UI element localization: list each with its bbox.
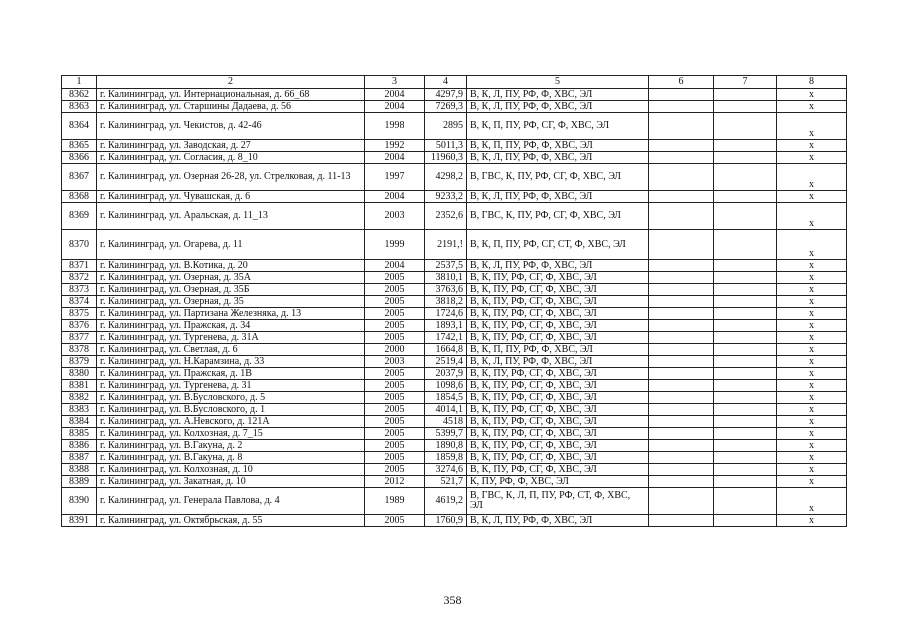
col7-cell xyxy=(714,152,777,164)
address-cell: г. Калининград, ул. Огарева, д. 11 xyxy=(97,230,365,260)
col7-cell xyxy=(714,440,777,452)
table-row xyxy=(62,416,847,428)
row-number: 8386 xyxy=(62,440,97,452)
col6-cell xyxy=(649,368,714,380)
area-cell: 1893,1 xyxy=(425,320,467,332)
header-cell: 5 xyxy=(467,76,649,89)
address-cell: г. Калининград, ул. В.Гакуна, д. 8 xyxy=(97,452,365,464)
year-cell: 2005 xyxy=(365,515,425,527)
services-cell: В, К, ПУ, РФ, СГ, Ф, ХВС, ЭЛ xyxy=(467,368,649,380)
address-cell: г. Калининград, ул. Чувашская, д. 6 xyxy=(97,191,365,203)
year-cell: 2005 xyxy=(365,284,425,296)
row-number: 8384 xyxy=(62,416,97,428)
col6-cell xyxy=(649,272,714,284)
area-cell: 2537,5 xyxy=(425,260,467,272)
mark-cell: x xyxy=(777,356,847,368)
address-cell: г. Калининград, ул. Согласия, д. 8_10 xyxy=(97,152,365,164)
address-cell: г. Калининград, ул. Озерная 26-28, ул. Стрелковая, д. 11-13 xyxy=(97,164,365,191)
area-cell: 4619,2 xyxy=(425,488,467,515)
address-cell: г. Калининград, ул. А.Невского, д. 121А xyxy=(97,416,365,428)
area-cell: 521,7 xyxy=(425,476,467,488)
mark-cell: x xyxy=(777,440,847,452)
address-cell: г. Калининград, ул. Октябрьская, д. 55 xyxy=(97,515,365,527)
col6-cell xyxy=(649,416,714,428)
year-cell: 1998 xyxy=(365,113,425,140)
address-cell: г. Калининград, ул. Интернациональная, д. 66_68 xyxy=(97,89,365,101)
col6-cell xyxy=(649,101,714,113)
table-row xyxy=(62,260,847,272)
row-number: 8389 xyxy=(62,476,97,488)
address-cell: г. Калининград, ул. Тургенева, д. 31А xyxy=(97,332,365,344)
year-cell: 2005 xyxy=(365,464,425,476)
year-cell: 2005 xyxy=(365,308,425,320)
header-cell: 8 xyxy=(777,76,847,89)
mark-cell: x xyxy=(777,476,847,488)
table-row xyxy=(62,140,847,152)
services-cell: К, ПУ, РФ, Ф, ХВС, ЭЛ xyxy=(467,476,649,488)
col7-cell xyxy=(714,332,777,344)
table-row xyxy=(62,296,847,308)
table-row xyxy=(62,284,847,296)
services-cell: В, К, Л, ПУ, РФ, Ф, ХВС, ЭЛ xyxy=(467,515,649,527)
row-number: 8390 xyxy=(62,488,97,515)
col7-cell xyxy=(714,356,777,368)
table-row xyxy=(62,440,847,452)
area-cell: 2519,4 xyxy=(425,356,467,368)
area-cell: 1098,6 xyxy=(425,380,467,392)
area-cell: 4518 xyxy=(425,416,467,428)
area-cell: 1760,9 xyxy=(425,515,467,527)
table-row xyxy=(62,392,847,404)
area-cell: 5399,7 xyxy=(425,428,467,440)
col7-cell xyxy=(714,428,777,440)
year-cell: 2005 xyxy=(365,368,425,380)
mark-cell: x xyxy=(777,284,847,296)
mark-cell: x xyxy=(777,89,847,101)
mark-cell: x xyxy=(777,101,847,113)
services-cell: В, К, ПУ, РФ, СГ, Ф, ХВС, ЭЛ xyxy=(467,416,649,428)
address-cell: г. Калининград, ул. В.Бусловского, д. 1 xyxy=(97,404,365,416)
col7-cell xyxy=(714,203,777,230)
row-number: 8369 xyxy=(62,203,97,230)
mark-cell: x xyxy=(777,332,847,344)
col7-cell xyxy=(714,344,777,356)
table-row xyxy=(62,101,847,113)
col7-cell xyxy=(714,89,777,101)
address-cell: г. Калининград, ул. В.Котика, д. 20 xyxy=(97,260,365,272)
row-number: 8373 xyxy=(62,284,97,296)
year-cell: 2004 xyxy=(365,152,425,164)
table-header-row xyxy=(62,76,847,89)
services-cell: В, К, ПУ, РФ, СГ, Ф, ХВС, ЭЛ xyxy=(467,464,649,476)
services-cell: В, К, П, ПУ, РФ, СГ, Ф, ХВС, ЭЛ xyxy=(467,113,649,140)
year-cell: 2005 xyxy=(365,452,425,464)
col6-cell xyxy=(649,308,714,320)
services-cell: В, К, ПУ, РФ, СГ, Ф, ХВС, ЭЛ xyxy=(467,332,649,344)
address-cell: г. Калининград, ул. Озерная, д. 35 xyxy=(97,296,365,308)
mark-cell: x xyxy=(777,416,847,428)
mark-cell: x xyxy=(777,164,847,191)
services-cell: В, К, Л, ПУ, РФ, Ф, ХВС, ЭЛ xyxy=(467,260,649,272)
row-number: 8377 xyxy=(62,332,97,344)
col6-cell xyxy=(649,344,714,356)
col7-cell xyxy=(714,260,777,272)
area-cell: 11960,3 xyxy=(425,152,467,164)
area-cell: 9233,2 xyxy=(425,191,467,203)
area-cell: 4297,9 xyxy=(425,89,467,101)
col6-cell xyxy=(649,515,714,527)
table-row xyxy=(62,380,847,392)
services-cell: В, К, П, ПУ, РФ, Ф, ХВС, ЭЛ xyxy=(467,140,649,152)
col6-cell xyxy=(649,260,714,272)
table-row xyxy=(62,344,847,356)
address-cell: г. Калининград, ул. Старшины Дадаева, д. 56 xyxy=(97,101,365,113)
year-cell: 2005 xyxy=(365,404,425,416)
row-number: 8391 xyxy=(62,515,97,527)
col6-cell xyxy=(649,392,714,404)
col6-cell xyxy=(649,380,714,392)
year-cell: 2004 xyxy=(365,89,425,101)
mark-cell: x xyxy=(777,203,847,230)
col7-cell xyxy=(714,164,777,191)
row-number: 8371 xyxy=(62,260,97,272)
col6-cell xyxy=(649,191,714,203)
table-row xyxy=(62,152,847,164)
area-cell: 2037,9 xyxy=(425,368,467,380)
services-cell: В, К, П, ПУ, РФ, СГ, СТ, Ф, ХВС, ЭЛ xyxy=(467,230,649,260)
year-cell: 2003 xyxy=(365,203,425,230)
services-cell: В, К, ПУ, РФ, СГ, Ф, ХВС, ЭЛ xyxy=(467,320,649,332)
table-row xyxy=(62,308,847,320)
table-row xyxy=(62,272,847,284)
col6-cell xyxy=(649,113,714,140)
services-cell: В, ГВС, К, Л, П, ПУ, РФ, СТ, Ф, ХВС, ЭЛ xyxy=(467,488,649,515)
mark-cell: x xyxy=(777,344,847,356)
mark-cell: x xyxy=(777,368,847,380)
area-cell: 1742,1 xyxy=(425,332,467,344)
col6-cell xyxy=(649,452,714,464)
col7-cell xyxy=(714,230,777,260)
services-cell: В, К, ПУ, РФ, СГ, Ф, ХВС, ЭЛ xyxy=(467,296,649,308)
services-cell: В, К, ПУ, РФ, СГ, Ф, ХВС, ЭЛ xyxy=(467,404,649,416)
col7-cell xyxy=(714,452,777,464)
year-cell: 1999 xyxy=(365,230,425,260)
area-cell: 1664,8 xyxy=(425,344,467,356)
row-number: 8383 xyxy=(62,404,97,416)
address-cell: г. Калининград, ул. Пражская, д. 34 xyxy=(97,320,365,332)
services-cell: В, К, ПУ, РФ, СГ, Ф, ХВС, ЭЛ xyxy=(467,428,649,440)
services-cell: В, К, ПУ, РФ, СГ, Ф, ХВС, ЭЛ xyxy=(467,284,649,296)
services-cell: В, ГВС, К, ПУ, РФ, СГ, Ф, ХВС, ЭЛ xyxy=(467,164,649,191)
table-row xyxy=(62,164,847,191)
services-cell: В, К, П, ПУ, РФ, Ф, ХВС, ЭЛ xyxy=(467,344,649,356)
area-cell: 1859,8 xyxy=(425,452,467,464)
area-cell: 1854,5 xyxy=(425,392,467,404)
row-number: 8368 xyxy=(62,191,97,203)
address-cell: г. Калининград, ул. Н.Карамзина, д. 33 xyxy=(97,356,365,368)
row-number: 8362 xyxy=(62,89,97,101)
year-cell: 1997 xyxy=(365,164,425,191)
mark-cell: x xyxy=(777,515,847,527)
col7-cell xyxy=(714,515,777,527)
mark-cell: x xyxy=(777,392,847,404)
col6-cell xyxy=(649,320,714,332)
table-row xyxy=(62,89,847,101)
year-cell: 1992 xyxy=(365,140,425,152)
table-row xyxy=(62,203,847,230)
year-cell: 2000 xyxy=(365,344,425,356)
table-row xyxy=(62,488,847,515)
page-number: 358 xyxy=(443,593,462,607)
year-cell: 2005 xyxy=(365,332,425,344)
row-number: 8366 xyxy=(62,152,97,164)
col7-cell xyxy=(714,416,777,428)
mark-cell: x xyxy=(777,380,847,392)
address-cell: г. Калининград, ул. Колхозная, д. 7_15 xyxy=(97,428,365,440)
col6-cell xyxy=(649,476,714,488)
services-cell: В, К, ПУ, РФ, СГ, Ф, ХВС, ЭЛ xyxy=(467,392,649,404)
col6-cell xyxy=(649,164,714,191)
address-cell: г. Калининград, ул. Тургенева, д. 31 xyxy=(97,380,365,392)
table-row xyxy=(62,230,847,260)
header-cell: 3 xyxy=(365,76,425,89)
col7-cell xyxy=(714,113,777,140)
table-row xyxy=(62,356,847,368)
area-cell: 7269,3 xyxy=(425,101,467,113)
services-cell: В, К, Л, ПУ, РФ, Ф, ХВС, ЭЛ xyxy=(467,191,649,203)
row-number: 8375 xyxy=(62,308,97,320)
area-cell: 1890,8 xyxy=(425,440,467,452)
col6-cell xyxy=(649,284,714,296)
table-row xyxy=(62,404,847,416)
col7-cell xyxy=(714,380,777,392)
year-cell: 2005 xyxy=(365,296,425,308)
col6-cell xyxy=(649,356,714,368)
table-row xyxy=(62,476,847,488)
row-number: 8372 xyxy=(62,272,97,284)
area-cell: 3810,1 xyxy=(425,272,467,284)
area-cell: 5011,3 xyxy=(425,140,467,152)
services-cell: В, К, ПУ, РФ, СГ, Ф, ХВС, ЭЛ xyxy=(467,452,649,464)
row-number: 8365 xyxy=(62,140,97,152)
col7-cell xyxy=(714,476,777,488)
address-cell: г. Калининград, ул. В.Бусловского, д. 5 xyxy=(97,392,365,404)
col7-cell xyxy=(714,272,777,284)
mark-cell: x xyxy=(777,488,847,515)
address-cell: г. Калининград, ул. Озерная, д. 35А xyxy=(97,272,365,284)
row-number: 8381 xyxy=(62,380,97,392)
row-number: 8385 xyxy=(62,428,97,440)
row-number: 8387 xyxy=(62,452,97,464)
address-cell: г. Калининград, ул. В.Гакуна, д. 2 xyxy=(97,440,365,452)
col7-cell xyxy=(714,284,777,296)
mark-cell: x xyxy=(777,152,847,164)
address-cell: г. Калининград, ул. Чекистов, д. 42-46 xyxy=(97,113,365,140)
col6-cell xyxy=(649,89,714,101)
row-number: 8388 xyxy=(62,464,97,476)
col6-cell xyxy=(649,440,714,452)
col6-cell xyxy=(649,203,714,230)
header-cell: 4 xyxy=(425,76,467,89)
address-cell: г. Калининград, ул. Заводская, д. 27 xyxy=(97,140,365,152)
row-number: 8370 xyxy=(62,230,97,260)
col7-cell xyxy=(714,392,777,404)
mark-cell: x xyxy=(777,308,847,320)
col6-cell xyxy=(649,296,714,308)
row-number: 8367 xyxy=(62,164,97,191)
table-body xyxy=(62,76,847,527)
col7-cell xyxy=(714,308,777,320)
year-cell: 2005 xyxy=(365,272,425,284)
year-cell: 2005 xyxy=(365,428,425,440)
mark-cell: x xyxy=(777,404,847,416)
col7-cell xyxy=(714,464,777,476)
table-row xyxy=(62,191,847,203)
table-row xyxy=(62,464,847,476)
address-cell: г. Калининград, ул. Озерная, д. 35Б xyxy=(97,284,365,296)
table-row xyxy=(62,452,847,464)
year-cell: 2005 xyxy=(365,416,425,428)
col6-cell xyxy=(649,428,714,440)
year-cell: 2003 xyxy=(365,356,425,368)
col7-cell xyxy=(714,320,777,332)
mark-cell: x xyxy=(777,272,847,284)
services-cell: В, К, ПУ, РФ, СГ, Ф, ХВС, ЭЛ xyxy=(467,380,649,392)
mark-cell: x xyxy=(777,260,847,272)
year-cell: 2005 xyxy=(365,380,425,392)
services-cell: В, К, ПУ, РФ, СГ, Ф, ХВС, ЭЛ xyxy=(467,440,649,452)
col7-cell xyxy=(714,101,777,113)
row-number: 8374 xyxy=(62,296,97,308)
year-cell: 2005 xyxy=(365,440,425,452)
mark-cell: x xyxy=(777,320,847,332)
address-cell: г. Калининград, ул. Аральская, д. 11_13 xyxy=(97,203,365,230)
address-cell: г. Калининград, ул. Закатная, д. 10 xyxy=(97,476,365,488)
col6-cell xyxy=(649,488,714,515)
address-cell: г. Калининград, ул. Генерала Павлова, д. 4 xyxy=(97,488,365,515)
col7-cell xyxy=(714,404,777,416)
area-cell: 3818,2 xyxy=(425,296,467,308)
mark-cell: x xyxy=(777,428,847,440)
address-cell: г. Калининград, ул. Пражская, д. 1В xyxy=(97,368,365,380)
col6-cell xyxy=(649,140,714,152)
col7-cell xyxy=(714,296,777,308)
mark-cell: x xyxy=(777,140,847,152)
mark-cell: x xyxy=(777,113,847,140)
mark-cell: x xyxy=(777,296,847,308)
address-cell: г. Калининград, ул. Светлая, д. 6 xyxy=(97,344,365,356)
table-row xyxy=(62,320,847,332)
mark-cell: x xyxy=(777,230,847,260)
area-cell: 2191,! xyxy=(425,230,467,260)
year-cell: 2004 xyxy=(365,191,425,203)
table-row xyxy=(62,113,847,140)
row-number: 8382 xyxy=(62,392,97,404)
year-cell: 2005 xyxy=(365,320,425,332)
mark-cell: x xyxy=(777,464,847,476)
col7-cell xyxy=(714,368,777,380)
table-row xyxy=(62,515,847,527)
row-number: 8376 xyxy=(62,320,97,332)
area-cell: 4298,2 xyxy=(425,164,467,191)
row-number: 8364 xyxy=(62,113,97,140)
row-number: 8378 xyxy=(62,344,97,356)
mark-cell: x xyxy=(777,191,847,203)
housing-registry-table xyxy=(61,75,847,527)
year-cell: 2005 xyxy=(365,392,425,404)
header-cell: 2 xyxy=(97,76,365,89)
services-cell: В, К, Л, ПУ, РФ, Ф, ХВС, ЭЛ xyxy=(467,356,649,368)
row-number: 8379 xyxy=(62,356,97,368)
header-cell: 6 xyxy=(649,76,714,89)
year-cell: 2004 xyxy=(365,101,425,113)
header-cell: 7 xyxy=(714,76,777,89)
col6-cell xyxy=(649,404,714,416)
services-cell: В, К, Л, ПУ, РФ, Ф, ХВС, ЭЛ xyxy=(467,89,649,101)
row-number: 8363 xyxy=(62,101,97,113)
year-cell: 1989 xyxy=(365,488,425,515)
area-cell: 2352,6 xyxy=(425,203,467,230)
services-cell: В, К, ПУ, РФ, СГ, Ф, ХВС, ЭЛ xyxy=(467,308,649,320)
col6-cell xyxy=(649,332,714,344)
year-cell: 2012 xyxy=(365,476,425,488)
area-cell: 3763,6 xyxy=(425,284,467,296)
col7-cell xyxy=(714,191,777,203)
services-cell: В, К, Л, ПУ, РФ, Ф, ХВС, ЭЛ xyxy=(467,101,649,113)
area-cell: 3274,6 xyxy=(425,464,467,476)
row-number: 8380 xyxy=(62,368,97,380)
col6-cell xyxy=(649,230,714,260)
table-row xyxy=(62,428,847,440)
services-cell: В, К, Л, ПУ, РФ, Ф, ХВС, ЭЛ xyxy=(467,152,649,164)
header-cell: 1 xyxy=(62,76,97,89)
address-cell: г. Калининград, ул. Партизана Железняка, д. 13 xyxy=(97,308,365,320)
col7-cell xyxy=(714,488,777,515)
table-row xyxy=(62,368,847,380)
year-cell: 2004 xyxy=(365,260,425,272)
col7-cell xyxy=(714,140,777,152)
services-cell: В, К, ПУ, РФ, СГ, Ф, ХВС, ЭЛ xyxy=(467,272,649,284)
address-cell: г. Калининград, ул. Колхозная, д. 10 xyxy=(97,464,365,476)
area-cell: 4014,1 xyxy=(425,404,467,416)
table-row xyxy=(62,332,847,344)
area-cell: 2895 xyxy=(425,113,467,140)
col6-cell xyxy=(649,152,714,164)
area-cell: 1724,6 xyxy=(425,308,467,320)
services-cell: В, ГВС, К, ПУ, РФ, СГ, Ф, ХВС, ЭЛ xyxy=(467,203,649,230)
col6-cell xyxy=(649,464,714,476)
mark-cell: x xyxy=(777,452,847,464)
